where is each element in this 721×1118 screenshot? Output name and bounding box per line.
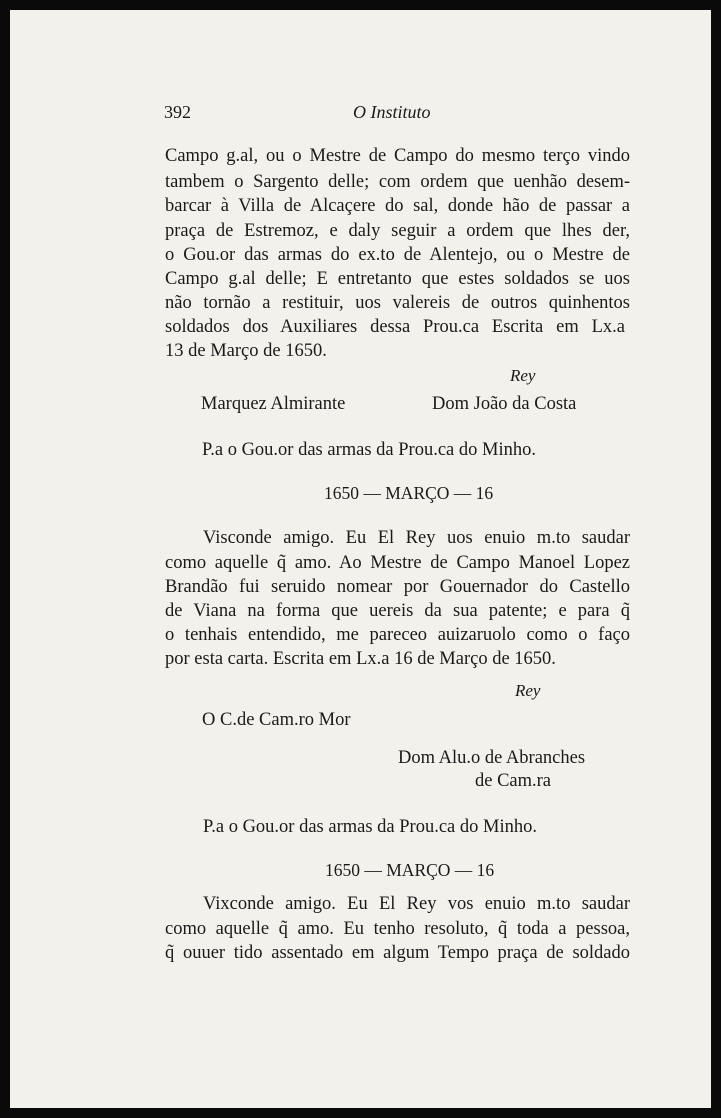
letter2-line-4: de Viana na forma que uereis da sua patente; e para q̃ <box>165 601 630 621</box>
letter1-line-7: não tornão a restituir, uos valereis de outros quinhentos <box>165 293 630 313</box>
letter1-line-4: praça de Estremoz, e daly seguir a ordem que lhes der, <box>165 221 630 241</box>
letter1-line-9: 13 de Março de 1650. <box>165 341 327 361</box>
letter2-date: 1650 — MARÇO — 16 <box>324 483 494 503</box>
letter1-line-1: Campo g.al, ou o Mestre de Campo do mesmo terço vindo <box>165 146 630 166</box>
letter2-signer-right-line2: de Cam.ra <box>475 771 552 791</box>
letter1-line-6: Campo g.al delle; E entretanto que estes soldados se uos <box>165 269 630 289</box>
letter2-line-2: como aquelle q̃ amo. Ao Mestre de Campo Manoel Lopez <box>165 553 630 573</box>
letter3-line-3: q̃ ouuer tido assentado em algum Tempo praça de soldado <box>165 943 630 963</box>
letter2-line-5: o tenhais entendido, me pareceo auizaruolo como o faço <box>165 625 630 645</box>
letter1-signer-right: Dom João da Costa <box>432 394 577 414</box>
document-page <box>10 10 711 1108</box>
page-number: 392 <box>164 102 191 122</box>
letter3-line-2: como aquelle q̃ amo. Eu tenho resoluto, q̃ toda a pessoa, <box>165 919 630 939</box>
letter1-line-2: tambem o Sargento delle; com ordem que uenhão desem- <box>165 172 630 192</box>
letter1-signature: Rey <box>510 366 536 385</box>
letter1-line-3: barcar à Villa de Alcaçere do sal, donde hão de passar a <box>165 196 630 216</box>
letter1-signer-left: Marquez Almirante <box>201 394 346 414</box>
letter1-line-8: soldados dos Auxiliares dessa Prou.ca Escrita em Lx.a <box>165 317 625 337</box>
letter2-line-1: Visconde amigo. Eu El Rey uos enuio m.to saudar <box>203 528 630 548</box>
letter2-signer-right-line1: Dom Alu.o de Abranches <box>398 748 586 768</box>
journal-title: O Instituto <box>353 102 431 122</box>
letter3-date: 1650 — MARÇO — 16 <box>325 860 495 880</box>
letter3-line-1: Vixconde amigo. Eu El Rey vos enuio m.to saudar <box>203 894 630 914</box>
letter2-line-6: por esta carta. Escrita em Lx.a 16 de Março de 1650. <box>165 649 556 669</box>
letter2-line-3: Brandão fui seruido nomear por Gouernador do Castello <box>165 577 630 597</box>
letter2-addressee: P.a o Gou.or das armas da Prou.ca do Minho. <box>203 817 537 837</box>
letter2-signature: Rey <box>515 681 541 700</box>
letter1-addressee: P.a o Gou.or das armas da Prou.ca do Minho. <box>202 440 536 460</box>
letter2-signer-left: O C.de Cam.ro Mor <box>202 710 351 730</box>
letter1-line-5: o Gou.or das armas do ex.to de Alentejo, ou o Mestre de <box>165 245 630 265</box>
